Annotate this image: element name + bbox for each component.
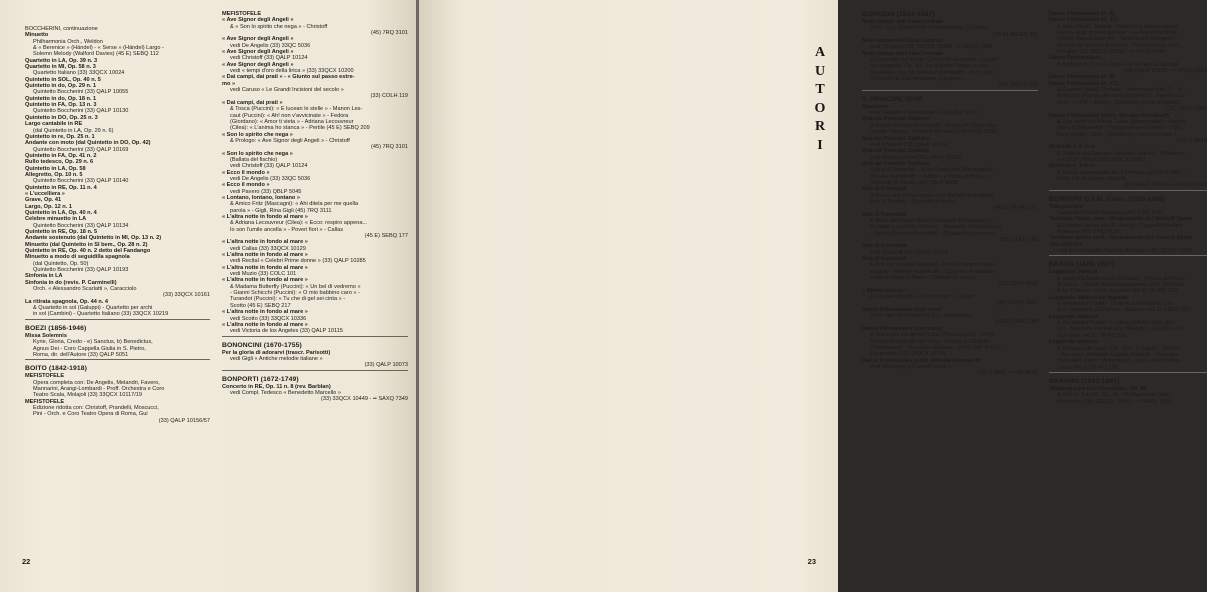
work-title: Quintetto in LA, Op. 40 n. 4 xyxy=(25,209,97,216)
catalogue-number: (33) QALP 10318 - •• ASDQ 5302 xyxy=(1123,182,1207,189)
entry-detail: Mannarini, Arangi-Lombardi - Proff. Orchestra e Coro xyxy=(33,385,165,392)
entry-detail: slava (Ciaikowsky) - Kamarinskaya (Glinka) - Pitts- xyxy=(1057,125,1183,132)
catalogue-number: (45) 7RQ 3101 xyxy=(370,30,408,37)
work-title: Aria di Kontchak xyxy=(862,186,907,193)
entry-detail: Quintetto Boccherini (33) QALP 10055 xyxy=(33,89,129,96)
entry-detail: vedi De Angelis (33) 33QC 5036 xyxy=(230,175,311,182)
entry-detail: - Berceuse (Silvestre Capoul Godard) - Serenata xyxy=(1057,351,1178,358)
composer-heading: BONONCINI (1670-1755) xyxy=(222,341,302,349)
entry-detail: Cappella Basilica Assisana (45) 7 PQ 2137 xyxy=(1057,209,1164,216)
entry-detail: Orch. Soc. Concerti du Conservatoire, Cluytens xyxy=(870,25,988,32)
entry-detail: Orch. Nat. et Choeurs R.D.F., Markevitch xyxy=(870,313,972,320)
work-title: Tota Pulchra xyxy=(1049,241,1083,248)
catalogue-number: (33) QALP 10156/57 xyxy=(158,417,210,424)
work-title: Nelle steppe dell'Asia Centrale xyxy=(862,50,944,57)
entry-detail: chrino (45 E) 7E PQ 520 xyxy=(1057,364,1118,371)
entry-detail: - Sadko (Rimsky-Korsakoff) - Chaliapine (in russo) xyxy=(870,230,995,237)
composer-heading: BORODIN (1834-1887) xyxy=(862,11,935,18)
entry-detail: vedi Callas (33) 33QCX 10129 xyxy=(230,245,306,252)
work-title: Minuetto xyxy=(25,32,49,39)
entry-detail: & Serenata Medioevale (Silvestri) - Marcia del Palio xyxy=(1057,275,1185,282)
work-title: Nelle steppe dell'Asia Centrale xyxy=(862,19,944,25)
side-letter: T xyxy=(815,82,825,97)
work-title: Minuetto (dal Quintetto in SI bem., Op. 28 n. 2) xyxy=(25,241,148,248)
work-title: Andante con moto (dal Quintetto in DO, Op. 42) xyxy=(25,140,151,147)
work-title: « L'altra notte in fondo al mare » xyxy=(222,252,308,259)
entry-detail: Turandot (Puccini): « Tu che di gel sei cinta » - xyxy=(230,296,346,303)
work-title: « L'altra notte in fondo al mare » xyxy=(222,321,308,328)
entry-detail: vedi Con Cappella Basilica Assisana (33) QCLP 12005 xyxy=(1057,248,1193,255)
entry-detail: (Ballata del fischio) xyxy=(230,156,278,163)
side-letter: O xyxy=(814,100,826,116)
column-1 xyxy=(25,26,210,424)
section-rule xyxy=(222,336,408,337)
entry-detail: & Una notte sul Monte Calvo (Mussorgsky) - Orch. xyxy=(870,332,995,339)
entry-detail: & Danze polovesiane da: Il Principe Igor (Borodin) - xyxy=(1057,169,1185,176)
entry-detail: & Amico Fritz (Mascagni): « Ahi ditela per me quella xyxy=(230,201,359,208)
work-title: Quintetto in RE, Op. 11 n. 4 xyxy=(25,184,97,191)
section-rule xyxy=(1049,255,1207,256)
work-title: Aria di Kontchak xyxy=(862,256,907,263)
entry-detail: Solemn Melody (Walford Davies) (45 E) SEBQ 112 xyxy=(33,51,159,58)
entry-detail: in sol (Cambini) - Quartetto Italiano (33) 33QCX 10219 xyxy=(33,311,169,318)
catalogue-number: (45 E) 45EDQ 111 xyxy=(992,31,1038,38)
entry-detail: ti del Palazzo - Orch. Guarino (45 E) 7E MQ 120 xyxy=(1057,288,1178,295)
entry-line: BOCCHERINI, continuazione xyxy=(25,26,98,32)
entry-detail: & Serenata (Toselli) - I milioni d'Arlecchino (Dri- xyxy=(1057,301,1175,308)
work-title: Quintetto in DO, Op. 25 n. 3 xyxy=(25,114,98,121)
work-title: Danze Polovesiane (con coro) xyxy=(862,306,942,313)
entry-detail: (Giordano): « Amor ti vieta » - Adriana Lecouvreur xyxy=(230,118,354,125)
entry-detail: (Cilea): « L'anima ho stanca » - Pertile (45 E) SEBQ 209 xyxy=(230,125,370,132)
catalogue-number: (33) COLH 100 xyxy=(1000,237,1038,243)
catalogue-number: (45 E) SEBQ 190 xyxy=(994,319,1038,326)
right-page xyxy=(419,0,1207,592)
work-title: « L'uccelliera » xyxy=(25,190,65,197)
entry-detail: vedi Victoria de los Angeles (33) QALP 10115 xyxy=(230,328,343,335)
entry-detail: Orch. « FFB » Berlino, Schüchter (Serie Imperial) xyxy=(1057,99,1180,106)
work-title: Sinfonia n. 2 in si xyxy=(1049,144,1095,151)
entry-detail: & Sadko (Rimsky-Korsakoff) - Scena 4ª: Canto del- xyxy=(870,122,997,129)
composer-heading: BOITO (1842-1918) xyxy=(25,365,88,373)
entry-detail: Opera completa con: De Angelis, Melandri, Favero, xyxy=(33,379,160,386)
work-title: « L'altra notte in fondo al mare » xyxy=(222,239,308,246)
side-letter: I xyxy=(817,137,823,153)
entry-detail: Teatro Scala, Molajoli (33) 33QCX 10117/19 xyxy=(33,392,143,399)
work-title: Quintetto in LA, Op. 58 xyxy=(25,165,86,172)
work-title: Danze Polovesiane (n. 17) xyxy=(1049,80,1118,87)
work-title: Sinfonia in do (revis. P. Carminelli) xyxy=(25,279,117,286)
work-title: Sinfonia in LA xyxy=(25,273,63,280)
catalogue-number: (33) P. 8450 xyxy=(1176,137,1207,144)
work-title: Quintetto in do, Op. 18 n. 1 xyxy=(25,95,97,102)
catalogue-number: (45 E) SEBQ 177 xyxy=(364,233,408,240)
work-title: Largo cantabile in RE xyxy=(25,121,83,128)
work-title: « L'altra notte in fondo al mare » xyxy=(222,264,308,271)
entry-detail: vedi Steinberg « Concert russe » xyxy=(870,363,952,370)
work-title: « Dai campi, dai prati » xyxy=(222,99,283,106)
entry-detail: Danza degli schiavi persiani - La Gioconda (Pon- xyxy=(1057,30,1179,37)
catalogue-number: (33) P 8450 - •• SP 8450 xyxy=(977,370,1038,377)
entry-detail: Christoff (in russo) (33) QBLP 5002 xyxy=(870,179,958,186)
work-title: Danze Polovesiane (Orch. Rimsky-Korsakoff) xyxy=(1049,112,1169,119)
entry-detail: vedi Christoff (33) QALP 10124 xyxy=(870,249,948,256)
work-title: Grave, Op. 41 xyxy=(25,197,62,204)
section-rule xyxy=(1049,372,1207,373)
entry-detail: termezzo (Marcia dei contrabbandieri) - Intermezzo - xyxy=(1057,93,1188,100)
work-title: Quintetto in RE, Op. 40 n. 2 detto del Fandango xyxy=(25,248,151,255)
entry-detail: Ouverture, Op. 36 (Rimsky-Korsakoff) - Orch. Soc. xyxy=(870,69,996,76)
catalogue-number: (33) COLH 119 xyxy=(370,93,408,100)
entry-detail: vedi Muzio (33) COLC 101 xyxy=(230,271,297,278)
entry-detail: go) - Serenata (Schubert) - Kullman (45 E) SEDQ 607 xyxy=(1057,307,1191,314)
side-letter: R xyxy=(814,119,826,134)
composer-heading: BONPORTI (1672-1749) xyxy=(222,375,299,383)
entry-detail: (Ciaikowsky) - Ouverture fantasia - Orch. Nat. R.D.F., xyxy=(870,344,1002,351)
column-3 xyxy=(862,11,1038,377)
work-title: « Lontano, lontano, lontano » xyxy=(222,194,300,201)
catalogue-number: (33) QALP 10318 - •• ASDQ 5302 xyxy=(1123,68,1207,75)
work-title: Andante sostenuto (dal Quintetto in MI, Op. 13 n. 2) xyxy=(25,235,162,242)
catalogue-number: (33) 33QCX 10161 xyxy=(163,292,210,299)
entry-detail: Quintetto Boccherini (33) QALP 10134 xyxy=(33,222,129,229)
entry-detail: & Serenata (Toselli) - I milioni di Arlecchino (Dri- xyxy=(1057,320,1176,327)
work-title: Leggenda Valacca xyxy=(1049,339,1098,346)
work-title: « L'altra notte in fondo al mare » xyxy=(222,309,308,316)
entry-detail: vedi Christoff (33) QALP 10124 xyxy=(230,163,308,170)
work-title: Danze Polovesiane (n. 17) xyxy=(1049,17,1118,24)
work-title: Nelle steppe dell'Asia Centrale xyxy=(862,38,944,45)
catalogue-number: (45) SCBQ 3007 xyxy=(996,300,1038,307)
work-title: Largo, Op. 12 n. 1 xyxy=(25,203,72,210)
work-title: Quintetto in SOL, Op. 40 n. 5 xyxy=(25,76,101,83)
entry-detail: & Schizzi del Caucaso (Ippolitof-Ivanof) - Philharmo- xyxy=(1057,150,1187,157)
entry-detail: Rimsky-Korsakoff): « Addio » e Morte di Boris » - xyxy=(870,173,991,180)
work-title: MEFISTOFELE xyxy=(222,11,262,17)
entry-detail: & Chanson de matin, Op. 15 n. 2 (Elgar) - Jocelyn xyxy=(1057,345,1181,352)
entry-detail: Quintetto Boccherini (33) QALP 10130 xyxy=(33,108,129,115)
entry-detail: Rimsky-Korsakoff) con Coro - Romeo e Giulietta xyxy=(870,338,990,345)
entry-detail: & Tosca (Puccini): « E lucean le stelle » - Manon Les- xyxy=(230,106,363,113)
work-title: Danze Polovesiane xyxy=(1049,55,1100,62)
entry-detail: Quintetto Boccherini (33) QALP 10140 xyxy=(33,178,129,185)
entry-detail: Musica del Venere di Venere - Philharmonia Orch., xyxy=(1057,42,1183,49)
catalogue-number: (33) 33QTX 116 xyxy=(998,82,1038,89)
work-title: Aria del Principe Galitsky xyxy=(862,116,930,123)
work-title: Aria del Principe Galitsky xyxy=(862,160,930,167)
section-rule xyxy=(25,319,210,320)
work-title: Danze Polovesiane (orch. Rimsky-Korsakoff) xyxy=(862,357,982,364)
entry-detail: Orch. Fil. di Vienna, Kubelik xyxy=(1057,175,1126,182)
work-title: Aria di Kontchak xyxy=(862,243,907,250)
work-title: Concerto in RE, Op. 11 n. 8 (rev. Barblan) xyxy=(222,383,331,390)
entry-detail: (dal Quintetto, Op. 50) xyxy=(33,260,89,267)
work-title: Quintetto in re, Op. 25 n. 1 xyxy=(25,133,95,140)
entry-detail: caut (Puccini): « Ah! non v'avvicinate » - Fedora xyxy=(230,112,349,119)
entry-detail: go) - Serenata medioevale (Silvestri) - Guarino e la xyxy=(1057,326,1184,333)
work-title: Aria del Principe Galitsky xyxy=(862,148,930,155)
entry-detail: Roma, dir. dell'Autore (33) QALP 5051 xyxy=(33,351,129,358)
entry-detail: Quartetto Italiano (33) 33QCX 10024 xyxy=(33,70,125,77)
page-number-left: 22 xyxy=(22,557,31,566)
entry-detail: & Prologo: « Ave Signor degli Angeli » - Christoff xyxy=(230,137,350,144)
entry-detail: Addio e morte di Boris - Christoff (in russo) xyxy=(870,275,976,282)
entry-detail: vedi Recital « Celebri Prime donne » (33) QALP 10285 xyxy=(230,258,366,265)
entry-detail: & Una notte sul Monte Calvo (Mussorgsky) - Marcia xyxy=(1057,118,1186,125)
entry-detail: (dal Quintetto in LA, Op. 29 n. 6) xyxy=(33,127,114,134)
catalogue-number: (33) 33QCX 10449 - •• SAXQ 7349 xyxy=(321,396,408,403)
work-title: Tenebrae factae sunt - Responsorio del Venerdì Santo xyxy=(1049,216,1193,223)
work-title: Quintetto in FA, Op. 41 n. 2 xyxy=(25,152,97,159)
work-title: « L'altra notte in fondo al mare » xyxy=(222,277,308,284)
work-title: MEFISTOFELE xyxy=(25,398,65,405)
entry-detail: l'ospite Vikingo - Christoff (in russo) (45) 7RQ 3033 xyxy=(870,129,997,136)
work-title: Quartetto in LA, Op. 39 n. 3 xyxy=(25,57,98,64)
catalogue-number: (33) QFLP 4066 xyxy=(1166,106,1207,113)
entry-detail: Markevitch (33) 33QCX 10134 xyxy=(870,351,946,358)
entry-detail: & Kovancina (Mussorgsky, rev. Rimsky-Korsakoff) - xyxy=(870,192,997,199)
work-title: Quintetto in RE, Op. 18 n. 5 xyxy=(25,229,98,235)
entry-detail: Agnus Dei - Coro Cappella Giulia in S. Pietro, xyxy=(33,345,146,352)
column-4 xyxy=(1049,11,1207,405)
entry-detail: & Sinf. n. 3 in FA, Op. 90 - Philharmonia Orch., xyxy=(1057,392,1173,399)
entry-detail: & Carmen (Bizet) Preludio - Intermezzo Atto 2° - In- xyxy=(1057,87,1185,94)
entry-detail: & Adriana Lecouvreur (Cilea): « Ecco: respiro appena... xyxy=(230,220,368,227)
work-title: Aria di Kontchak xyxy=(862,211,907,218)
entry-detail: & Aida (Verdi): Balletti - Kovancina (Mussorgsky): xyxy=(1057,23,1179,30)
work-title: mo » xyxy=(222,80,236,87)
entry-detail: vedi Christoff (33) QALP 10124 xyxy=(230,55,308,62)
composer-heading: IL PRINCIPE IGOR xyxy=(862,95,923,103)
work-title: Rullo tedesco, Op. 29 n. 6 xyxy=(25,159,94,166)
entry-detail: Concerts du Conservatoire, Cluytens xyxy=(870,76,962,83)
section-rule xyxy=(25,359,210,360)
entry-detail: sorgsky - Rimsky-Korsakoff) - Canzone di Varlaam - xyxy=(870,268,999,275)
work-title: « Ave Signor degli Angeli » xyxy=(222,17,294,24)
work-title: « Ave Signor degli Angeli » xyxy=(222,49,294,56)
entry-detail: & Brani dall'Opera Boris Godounof (Mussorgsky) - xyxy=(870,217,995,224)
work-title: Aria del Principe Galitsky xyxy=(862,135,930,142)
entry-detail: Scotto (45 E) SEBQ 217 xyxy=(230,302,291,309)
work-title: Allegretto, Op. 10 n. 5 xyxy=(25,171,83,178)
entry-detail: & Una notte sul Monte Calvo (Mussorgsky) - Capric- xyxy=(870,57,1000,64)
side-letter: U xyxy=(814,63,826,79)
entry-detail: vedi Caruso « Le Grandi Incisioni del secolo » xyxy=(230,87,344,94)
entry-detail: & Aria del Principe Galitsky - Boris Godounof (Mus- xyxy=(870,262,997,269)
work-title: Minuetto a modo di seguidilla spagnola xyxy=(25,254,130,261)
entry-detail: vedi Cluytens (33) 33QCX 10399 - •• SAXQ 7298 xyxy=(870,44,993,51)
composer-heading: BRAHMS (1833-1897) xyxy=(1049,377,1120,385)
catalogue-number: (45) 7RQ 3101 xyxy=(370,144,408,151)
side-letters xyxy=(813,44,827,155)
entry-detail: vedi Christoff (33) QALP 10124 xyxy=(870,141,948,148)
section-rule xyxy=(222,370,408,371)
work-title: Danze Polovesiane (n. 8) xyxy=(1049,74,1115,81)
entry-detail: & Quartetto in sol (Galuppi) - Quartetto per archi xyxy=(33,305,153,312)
composer-heading: BORRONI O.F.M. Conv. (1820-1896) xyxy=(1049,195,1166,203)
entry-detail: sua Orch. (45 E) 7E PQ 595 xyxy=(1057,332,1127,339)
work-title: « Ecco il mondo » xyxy=(222,182,270,189)
entry-detail: Io son l'umile ancella » - Poveri fiori » - Callas xyxy=(230,226,343,233)
entry-detail: Aria di Dosifeu - Christoff (in russo) xyxy=(870,198,957,205)
entry-detail: nia Orch.,Kletzki (33) 33QCX 10261 xyxy=(1057,156,1147,163)
work-title: « Ave Signor degli Angeli » xyxy=(222,36,294,43)
work-title: MEFISTOFELE xyxy=(25,373,65,380)
work-title: Danze Polovesiane (n. 8) xyxy=(1049,11,1115,17)
entry-detail: cio spagnolo, Op. 34 - La grande Pasqua russa - xyxy=(870,63,991,70)
entry-detail: Assisana (45) 7 PQ 2139 xyxy=(1057,229,1120,235)
entry-detail: Orch. « Alessandro Scarlatti », Caracciolo xyxy=(33,286,137,293)
entry-detail: & Christus factus est (D. Stella) - Cappella Basilica xyxy=(1057,222,1183,229)
work-title: « Ahimè nel cor » xyxy=(862,287,909,294)
entry-detail: & Aria di Kontchak - Boris Godounof (Mussorgsky - xyxy=(870,167,997,174)
work-title: « Ave Signor degli Angeli » xyxy=(222,61,294,68)
work-title: Leggenda Valacca xyxy=(1049,313,1098,320)
entry-detail: parola » - Gigli, Rina Gigli (45) 7RQ 3111 xyxy=(230,207,332,214)
entry-detail: Klemperer (33) 33QCX 10402 - •• SAXQ 7314 xyxy=(1057,398,1172,405)
work-title: Tota pulchra xyxy=(1049,203,1083,210)
entry-detail: Russlan e Ludmilla (Glinka) - Russalka (Dargomisky) xyxy=(870,224,1002,231)
section-rule xyxy=(862,90,1038,91)
composer-heading: BRAGA (1829-1907) xyxy=(1049,261,1115,269)
page-number-right: 23 xyxy=(807,557,816,566)
entry-detail: (Schubert, trascr. Melachrino) - Orch. d'Archi Mela- xyxy=(1057,358,1184,365)
entry-detail: Quintetto Boccherini (33) QALP 10193 xyxy=(33,267,129,274)
entry-detail: vedi Gigli « Antiche melodie italiane » xyxy=(230,355,323,362)
work-title: « Son lo spirito che nega » xyxy=(222,150,293,157)
entry-detail: - Gianni Schicchi (Puccini): « O mio babbino caro » - xyxy=(230,290,360,297)
work-title: La ritirata spagnola, Op. 44 n. 4 xyxy=(25,298,108,305)
entry-detail: chielli): Danza delle ore - Tannhäuser (Wagner): xyxy=(1057,36,1176,43)
column-2 xyxy=(222,11,408,403)
entry-detail: Pini - Orch. e Coro Teatro Opera di Roma, Gui xyxy=(33,411,148,418)
left-page xyxy=(0,0,417,592)
entry-detail: & « Berenice » (Händel) - « Serse » (Händel) Largo - xyxy=(33,45,164,52)
work-title: Per la gloria di adorarvi (trascr. Parisotti) xyxy=(222,349,331,356)
entry-detail: Edizione ridotta con: Christoff, Prandelli, Moscucci, xyxy=(33,404,159,411)
entry-detail: di Siena - Unione Bandistica senese con i Trombet- xyxy=(1057,282,1185,289)
entry-detail: Quintetto Boccherini (33) QALP 10169 xyxy=(33,146,129,153)
work-title: Missa Solemnis xyxy=(25,332,67,339)
section-rule xyxy=(1049,190,1207,191)
work-title: « Ecco il mondo » xyxy=(222,169,270,176)
side-letter: A xyxy=(814,45,826,60)
work-title: Celebre minuetto in LA xyxy=(25,216,87,223)
entry-detail: & Madama Butterfly (Puccini): « Un bel dì vedremo » xyxy=(230,283,361,290)
work-title: « L'altra notte in fondo al mare » xyxy=(222,214,308,220)
entry-detail: vedi Compl. Tedesco « Benedetto Marcello » xyxy=(230,389,341,396)
entry-detail: & Sinfonia n. 2 in si - Orch. Fil. di Vienna, Kubelik xyxy=(1057,61,1179,68)
catalogue-number: (33) QBLP 5002 xyxy=(997,281,1038,288)
catalogue-number: (45 E) 7E RQ 107 xyxy=(993,205,1038,212)
entry-detail: Karajan (33) 33QCX 10192 - •• SAXQ 7344 xyxy=(1057,49,1165,56)
work-title: Leggenda Valacca xyxy=(1049,269,1098,276)
work-title: Ouverture xyxy=(862,103,889,110)
catalogue-number: (33) QALP 10073 xyxy=(364,362,408,369)
entry-detail: vedi Pavero (33) QBLP 5045 xyxy=(230,188,302,195)
work-title: Sinfonia n. 2 in si xyxy=(1049,163,1095,170)
entry-detail: Philharmonia Orch., Weldon xyxy=(33,38,103,45)
entry-detail: vedi « tempi d'oro della lirica » (33) 33QCX 10200 xyxy=(230,68,354,75)
work-title: Akademische Fest Ouvertüre, Op. 80 xyxy=(1049,385,1147,392)
work-title: « Dai campi, dai prati » - « Giunto sul passo estre- xyxy=(222,74,355,81)
entry-detail: Kyrie, Gloria, Credo - e) Sanctus, b) Benedictus, xyxy=(33,339,153,346)
entry-detail: vedi Silvestri « Ouvertures » (33) ALP 1749 xyxy=(870,110,978,117)
work-title: Tenebrae factae sunt - Responsorio del Venerdì Santo xyxy=(1049,235,1193,242)
work-title: « Son lo spirito che nega » xyxy=(222,131,293,138)
entry-detail: burg Symph. Orch., Steinberg « Concert russe » xyxy=(1057,131,1177,138)
work-title: Danze Polovesiane (con coro) xyxy=(862,325,942,332)
composer-heading: BOEZI (1856-1946) xyxy=(25,324,87,332)
entry-detail: vedi De Angelis (33) 33QC 5036 xyxy=(230,42,311,49)
work-title: Quartetto in MI, Op. 58 n. 3 xyxy=(25,64,96,71)
work-title: Quintetto in FA, Op. 13 n. 3 xyxy=(25,102,97,109)
work-title: Quintetto in do, Op. 29 n. 1 xyxy=(25,83,97,90)
entry-detail: vedi Rossi-Lemeni (33) QALP 10033 xyxy=(870,154,961,161)
entry-detail: & « Son lo spirito che nega » - Christoff xyxy=(230,23,328,30)
entry-detail: vedi Scotto (33) 33QCX 10336 xyxy=(230,315,307,322)
entry-detail: & Carmen (Bizet): « Con voi ber » - Silveri xyxy=(870,294,975,301)
work-title: Leggenda Valacca (in inglese) xyxy=(1049,294,1129,301)
